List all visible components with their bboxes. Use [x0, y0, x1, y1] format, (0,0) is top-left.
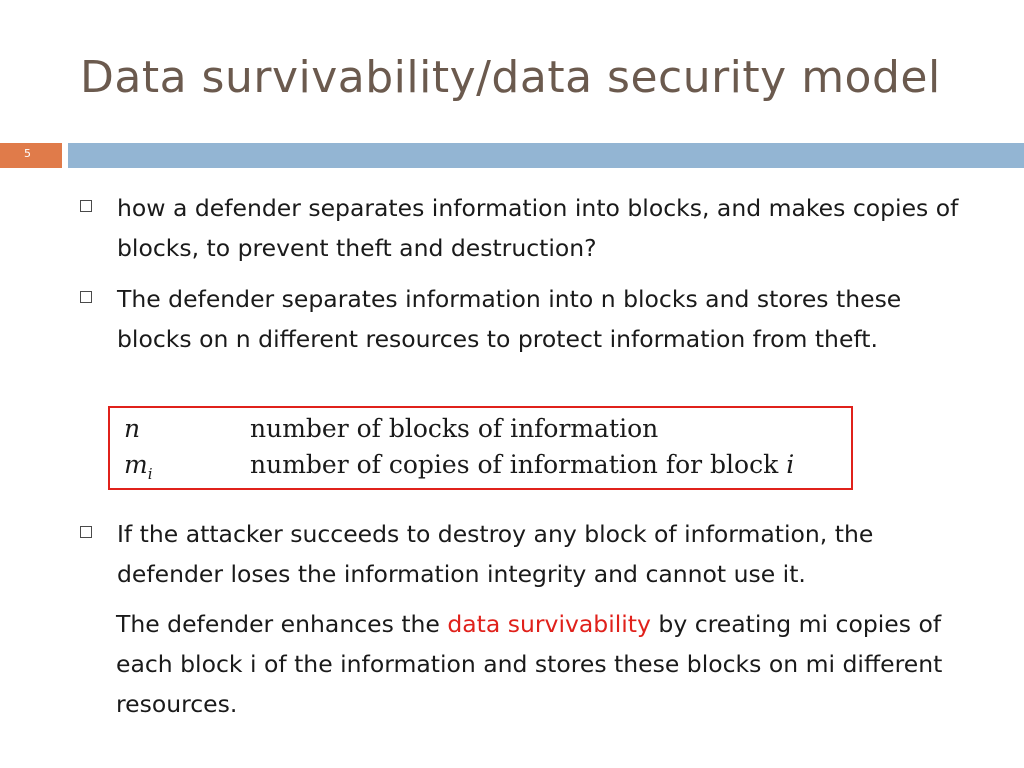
square-bullet-icon: [80, 291, 92, 303]
bullet-item: [80, 279, 932, 359]
definition-row: [124, 450, 794, 486]
paragraph: The defender enhances the data survivability by creating mi copies of each block i of the information and stores these blocks on mi different resources.: [116, 610, 943, 718]
highlighted-term: data survivability: [447, 610, 651, 638]
definition-symbol: n: [124, 414, 141, 443]
slide-title: Data survivability/data security model: [80, 52, 941, 103]
square-bullet-icon: [80, 200, 92, 212]
bullet-item: [80, 514, 962, 594]
definition-row: [124, 414, 658, 450]
bullet-text: If the attacker succeeds to destroy any block of information, the defender loses the information integrity and cannot use it.: [117, 520, 874, 588]
slide-number: 5: [24, 147, 31, 160]
definitions-box: [108, 406, 853, 490]
definition-description: number of blocks of information: [250, 414, 659, 443]
header-bar: [68, 143, 1024, 168]
bullet-item: [80, 188, 962, 268]
slide-number-box: [0, 143, 62, 168]
square-bullet-icon: [80, 526, 92, 538]
bullet-text: The defender separates information into n blocks and stores these blocks on n different resources to protect information from theft.: [117, 285, 902, 353]
bullet-text: how a defender separates information into blocks, and makes copies of blocks, to prevent theft and destruction?: [117, 194, 959, 262]
definition-description: number of copies of information for block i: [250, 450, 795, 479]
definition-symbol: $m_i$: [124, 450, 153, 483]
